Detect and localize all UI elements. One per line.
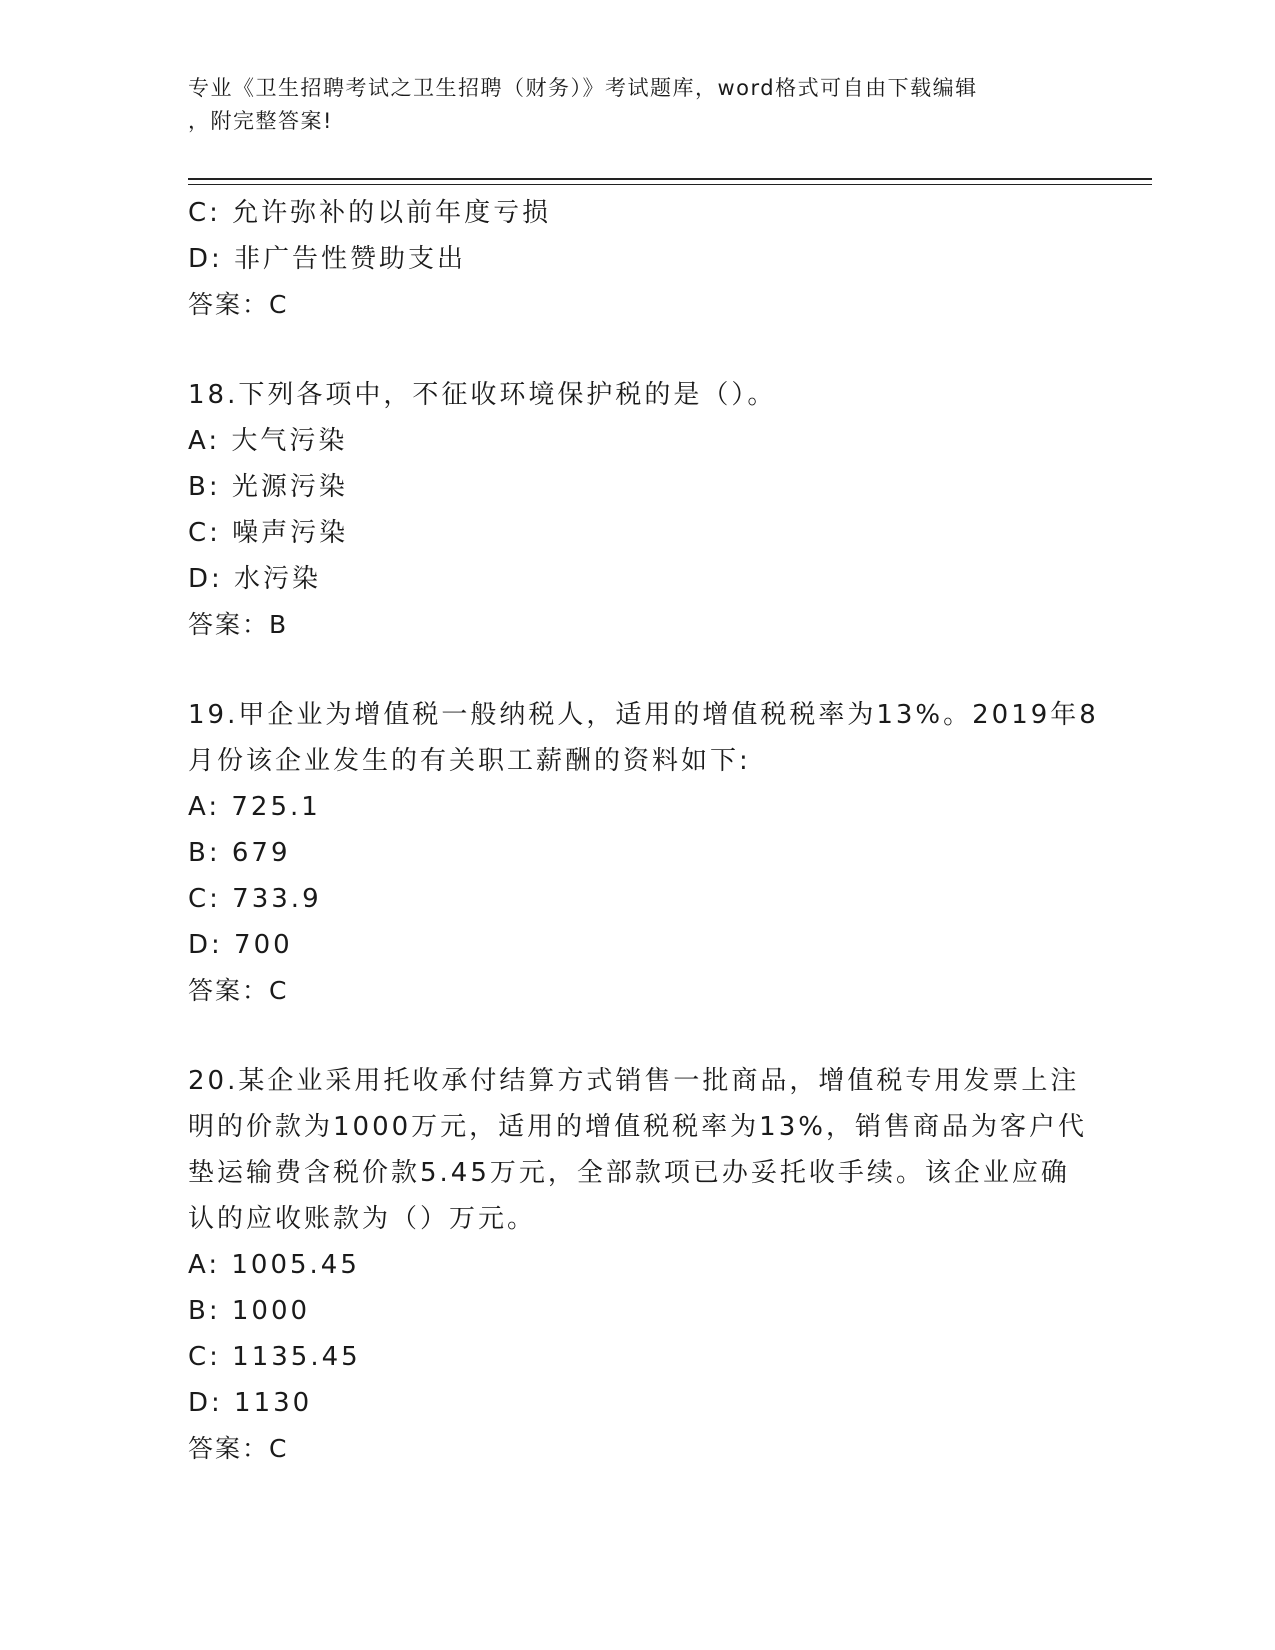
answer-line: 答案：C xyxy=(188,290,289,319)
option-c: C: 允许弥补的以前年度亏损 xyxy=(188,198,552,228)
question-stem-line-1: 19.甲企业为增值税一般纳税人，适用的增值税税率为13%。2019年8 xyxy=(188,700,1099,730)
option-d: D: 1130 xyxy=(188,1388,313,1418)
option-b: B: 679 xyxy=(188,838,291,868)
question-block-17 xyxy=(188,190,1088,328)
header-rule-thick xyxy=(188,178,1152,180)
option-d: D: 700 xyxy=(188,930,293,960)
answer-line: 答案：B xyxy=(188,610,289,639)
option-d: D: 水污染 xyxy=(188,564,322,594)
question-list xyxy=(188,190,1099,1472)
header-title-line-2: ，附完整答案! xyxy=(188,109,333,133)
question-block-19 xyxy=(188,692,1099,1014)
question-stem-line-2: 明的价款为1000万元，适用的增值税税率为13%，销售商品为客户代 xyxy=(188,1112,1087,1142)
question-block-18 xyxy=(188,372,1088,648)
answer-line: 答案：C xyxy=(188,976,289,1005)
option-b: B: 1000 xyxy=(188,1296,311,1326)
option-a: A: 大气污染 xyxy=(188,426,348,456)
question-stem-line-3: 垫运输费含税价款5.45万元，全部款项已办妥托收手续。该企业应确 xyxy=(188,1158,1070,1188)
question-stem-line-2: 月份该企业发生的有关职工薪酬的资料如下: xyxy=(188,746,751,776)
question-stem-line-1: 20.某企业采用托收承付结算方式销售一批商品，增值税专用发票上注 xyxy=(188,1066,1080,1096)
option-c: C: 1135.45 xyxy=(188,1342,361,1372)
spacer xyxy=(188,1014,1088,1058)
spacer xyxy=(188,328,1088,372)
spacer xyxy=(188,648,1088,692)
question-block-20 xyxy=(188,1058,1088,1472)
option-a: A: 725.1 xyxy=(188,792,321,822)
answer-line: 答案：C xyxy=(188,1434,289,1463)
question-stem: 18.下列各项中，不征收环境保护税的是（）。 xyxy=(188,380,777,410)
document-header xyxy=(188,72,1088,138)
option-b: B: 光源污染 xyxy=(188,472,348,502)
option-a: A: 1005.45 xyxy=(188,1250,360,1280)
header-title-line-1: 专业《卫生招聘考试之卫生招聘（财务）》考试题库，word格式可自由下载编辑 xyxy=(188,76,978,100)
option-c: C: 噪声污染 xyxy=(188,518,349,548)
header-rule-thin xyxy=(188,184,1152,185)
option-d: D: 非广告性赞助支出 xyxy=(188,244,467,274)
question-stem-line-4: 认的应收账款为（）万元。 xyxy=(188,1204,537,1234)
option-c: C: 733.9 xyxy=(188,884,322,914)
